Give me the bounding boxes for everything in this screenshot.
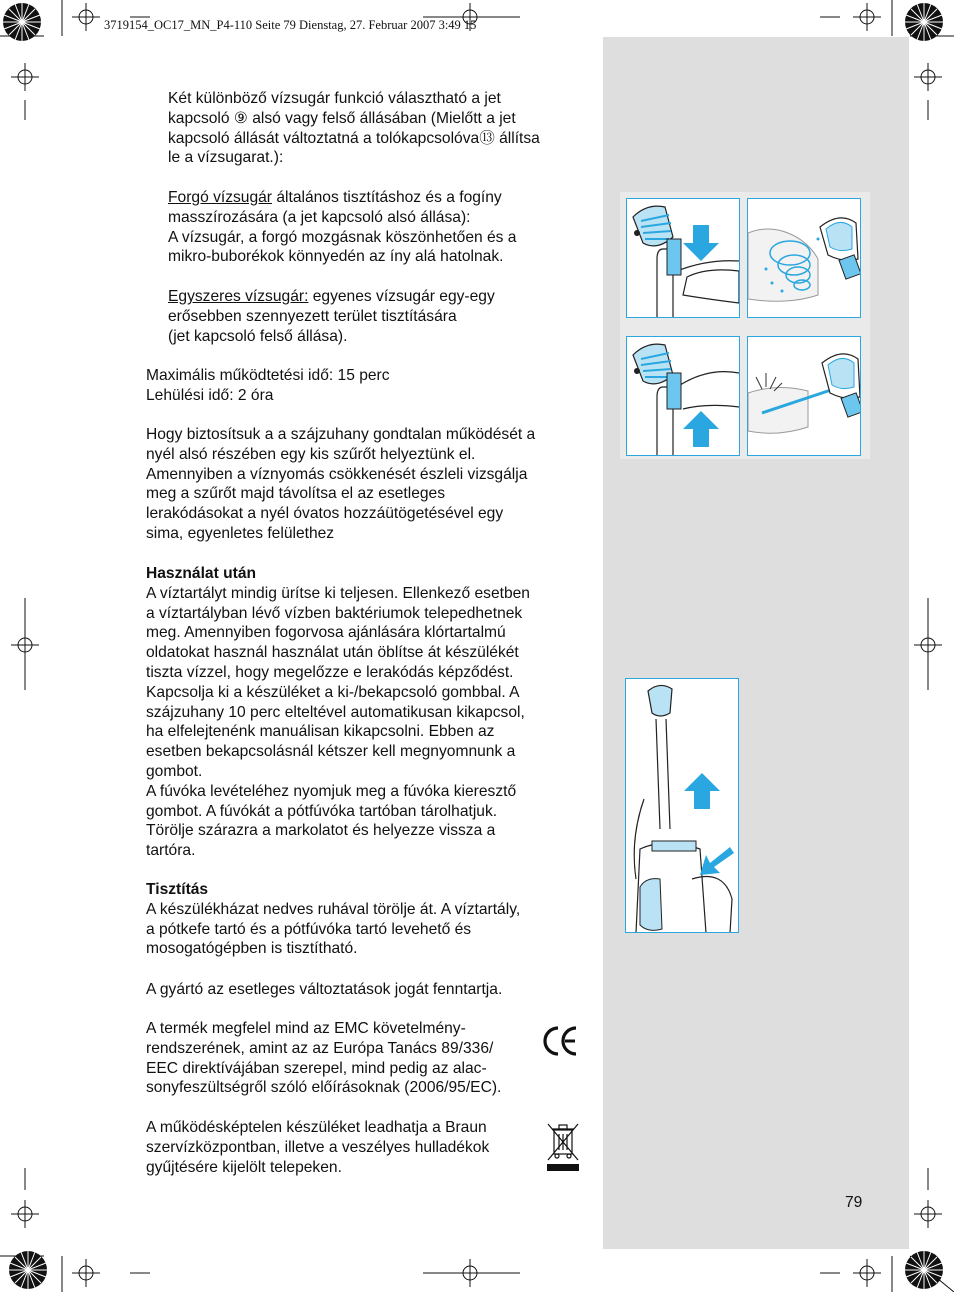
text-line: Törölje szárazra a markolatot és helyezze vissza a (146, 822, 496, 840)
text-line: gombot. (146, 762, 203, 780)
text-line: Amennyiben a víznyomás csökkenését észleli vizsgálja (146, 465, 528, 483)
text-line: lerakódásokat a nyél óvatos hozzáütögetésével egy (146, 505, 504, 523)
text-line: általános tisztításhoz és a fogíny (272, 189, 502, 206)
text-line: gombot. A fúvókát a pótfúvóka tartóban tárolhatjuk. (146, 802, 498, 820)
text-line: Két különböző vízsugár funkció választható a jet (168, 90, 501, 107)
text-line: a víztartályban lévő vízben baktériumok telepedhetnek (146, 604, 523, 622)
text-line: A működésképtelen készüléket leadhatja a Braun (146, 1119, 487, 1136)
text-line: szájzuhany 10 perc elteltével automatikusan kikapcsol, (146, 703, 525, 721)
text-line: oldatokat használ használat után öblítse át készülékét (146, 644, 519, 662)
single-jet-paragraph (168, 287, 495, 346)
weee-crossed-bin-icon (545, 1120, 581, 1174)
cleaning-section (146, 880, 520, 959)
text-line: nyél alsó részében egy kis szűrőt helyeztünk el. (146, 445, 476, 463)
rotating-jet-paragraph (168, 188, 516, 267)
text-line: le a vízsugarat.): (168, 149, 284, 167)
text-line: egyenes vízsugár egy-egy (308, 288, 495, 305)
text-line: esetben bekapcsolásnál kétszer kell megnyomnunk a (146, 743, 516, 761)
text-line: sima, egyenletes felülethez (146, 524, 335, 542)
single-jet-label: Egyszeres vízsugár: (168, 288, 309, 305)
text-line: erősebben szennyezett terület tisztítására (168, 307, 457, 325)
text-line: tartóra. (146, 842, 196, 860)
text-line: Hogy biztosítsuk a a szájzuhany gondtalan működését a (146, 426, 536, 443)
text-line: A készülékházat nedves ruhával törölje át. A víztartály, (146, 900, 521, 918)
text-line: masszírozására (a jet kapcsoló alsó állása): (168, 208, 471, 226)
emc-paragraph (146, 1019, 501, 1098)
text-line: kapcsoló állását változtatná a tolókapcsolóva⑬ állítsa (168, 129, 540, 147)
text-line: Maximális működtetési idő: 15 perc (146, 367, 390, 384)
text-line: mosogatógépben is tisztítható. (146, 940, 358, 958)
after-use-heading: Használat után (146, 565, 257, 582)
figure-nozzle-release (625, 678, 739, 933)
intro-paragraph (168, 89, 540, 168)
text-line: EEC direktívájában szerepel, mind pedig az alac- (146, 1059, 487, 1077)
text-line: Lehülési idő: 2 óra (146, 386, 274, 404)
after-use-section (146, 564, 530, 861)
text-line: (jet kapcsoló felső állása). (168, 327, 348, 345)
text-line: meg. Amennyiben fogorvosa ajánlására klórtartalmú (146, 624, 506, 642)
text-line: gyűjtésére kijelölt telepeken. (146, 1158, 342, 1176)
text-line: a pótkefe tartó és a pótfúvóka tartó levehető és (146, 920, 472, 938)
rights-notice (146, 980, 502, 1000)
text-line: mikro-buborékok könnyedén az íny alá hatolnak. (168, 248, 504, 266)
text-line: sonyfeszültségről szóló előírásoknak (2006/95/EC). (146, 1079, 502, 1097)
text-line: A vízsugár, a forgó mozgásnak köszönhetően és a (168, 228, 517, 246)
ce-mark-icon (541, 1024, 579, 1058)
operating-times (146, 366, 390, 406)
filter-paragraph (146, 425, 535, 544)
text-line: ha elfelejtenénk manuálisan kikapcsolni. Ebben az (146, 723, 495, 741)
text-line: A gyártó az esetleges változtatások jogát fenntartja. (146, 981, 503, 998)
cleaning-heading: Tisztítás (146, 881, 209, 898)
text-line: A termék megfelel mind az EMC követelmény- (146, 1020, 466, 1037)
print-header: 3719154_OC17_MN_P4-110 Seite 79 Dienstag, 27. Februar 2007 3:49 15 (104, 18, 477, 32)
rotating-jet-label: Forgó vízsugár (168, 189, 273, 206)
figure-jet-switch-down (626, 198, 740, 318)
figure-single-spray (747, 336, 861, 456)
text-line: tiszta vízzel, hogy megelőzze e lerakódás képződést. (146, 663, 514, 681)
figure-rotating-spray (747, 198, 861, 318)
text-line: szervízközpontban, illetve a veszélyes hulladékok (146, 1138, 490, 1156)
figure-jet-switch-up (626, 336, 740, 456)
disposal-paragraph (146, 1118, 489, 1177)
text-line: A víztartályt mindig ürítse ki teljesen. Ellenkező esetben (146, 584, 530, 602)
text-line: A fúvóka levételéhez nyomjuk meg a fúvóka kieresztő (146, 782, 517, 800)
text-line: Kapcsolja ki a készüléket a ki-/bekapcsoló gombbal. A (146, 683, 520, 701)
text-line: kapcsoló ⑨ alsó vagy felső állásában (Mielőtt a jet (168, 109, 516, 127)
page-number: 79 (845, 1194, 863, 1211)
text-line: rendszerének, amint az az Európa Tanács 89/336/ (146, 1039, 494, 1057)
text-line: meg a szűrőt majd távolítsa el az esetleges (146, 485, 446, 503)
